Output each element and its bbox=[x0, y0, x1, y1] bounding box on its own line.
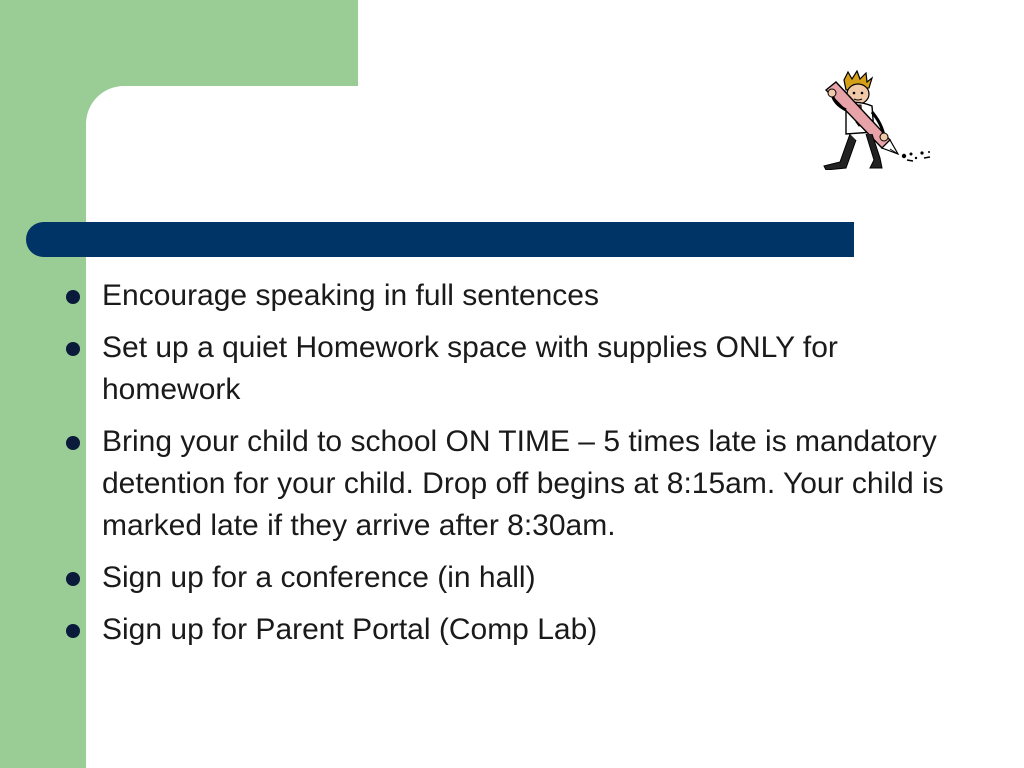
bullet-dot bbox=[66, 572, 80, 586]
list-item bbox=[60, 557, 980, 599]
bullet-dot bbox=[66, 342, 80, 356]
bullet-text: Sign up for a conference (in hall) bbox=[102, 561, 536, 594]
person-writing-with-pen-icon bbox=[812, 70, 936, 170]
title-bar bbox=[26, 222, 854, 257]
bullet-text: Set up a quiet Homework space with supplies ONLY for homework bbox=[102, 331, 838, 406]
list-item bbox=[60, 421, 980, 547]
bullet-dot bbox=[66, 436, 80, 450]
bullet-text: Bring your child to school ON TIME – 5 times late is mandatory detention for your child. Drop off begins at 8:15am. Your child is marked late if they arrive after 8:30am. bbox=[102, 425, 944, 542]
bullet-text: Sign up for Parent Portal (Comp Lab) bbox=[102, 613, 598, 646]
bullet-list bbox=[60, 275, 980, 661]
bullet-dot bbox=[66, 290, 80, 304]
list-item bbox=[60, 609, 980, 651]
bullet-text: Encourage speaking in full sentences bbox=[102, 279, 599, 312]
list-item bbox=[60, 275, 980, 317]
list-item bbox=[60, 327, 980, 411]
bullet-dot bbox=[66, 624, 80, 638]
